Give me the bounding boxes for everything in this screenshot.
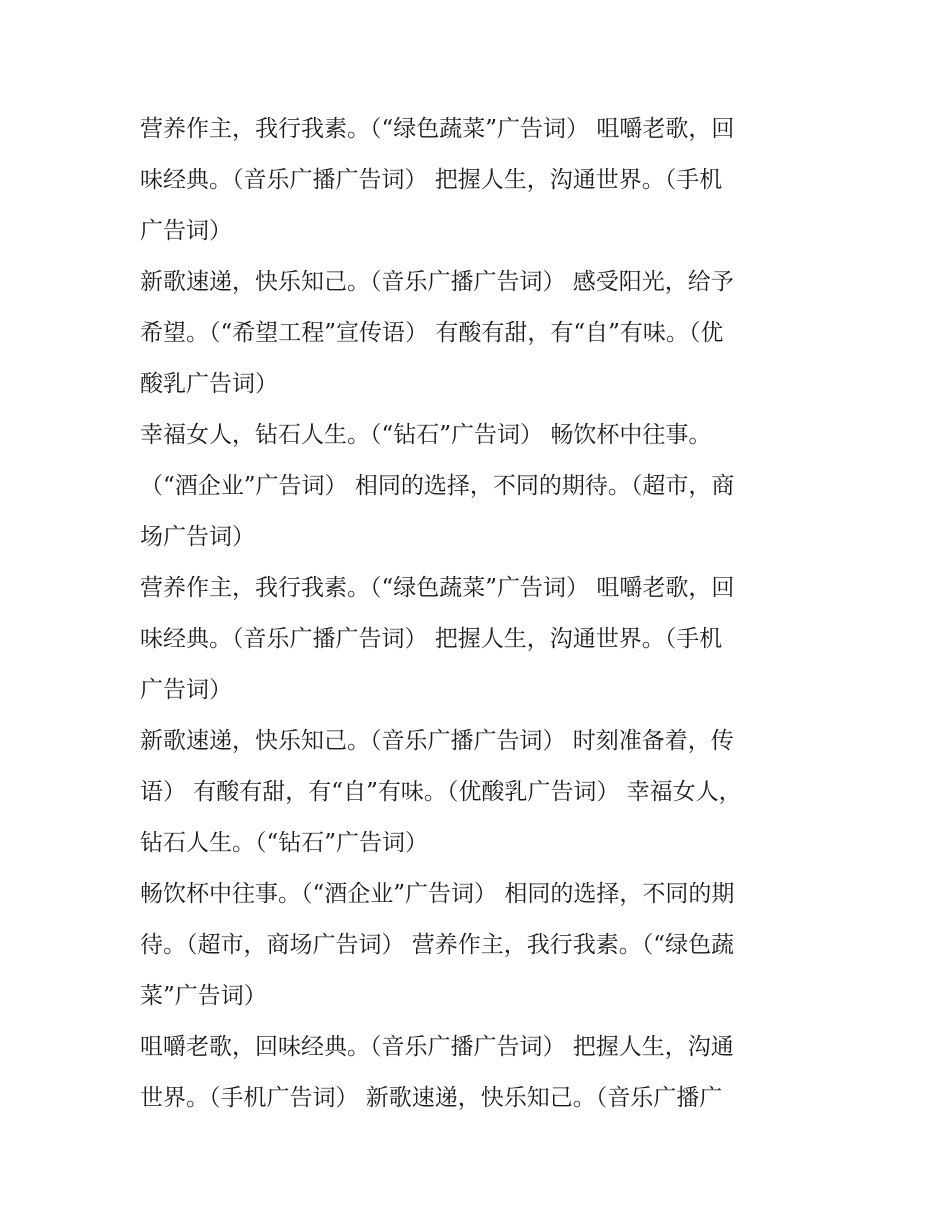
text-line: 营养作主，我行我素。（“绿色蔬菜”广告词） 咀嚼老歌，回: [140, 575, 735, 601]
text-line: 希望。（“希望工程”宣传语） 有酸有甜，有“自”有味。（优: [140, 320, 724, 346]
text-line: 语） 有酸有甜，有“自”有味。（优酸乳广告词） 幸福女人，: [140, 779, 742, 805]
text-line: 钻石人生。（“钻石”广告词）: [140, 830, 429, 856]
text-line: 广告词）: [140, 218, 232, 244]
text-line: 营养作主，我行我素。（“绿色蔬菜”广告词） 咀嚼老歌，回: [140, 116, 735, 142]
document-body: [140, 104, 820, 1124]
text-line: 广告词）: [140, 677, 232, 703]
text-line: 新歌速递，快乐知己。（音乐广播广告词） 感受阳光，给予: [140, 269, 734, 295]
text-line: 味经典。（音乐广播广告词） 把握人生，沟通世界。（手机: [140, 626, 723, 652]
text-line: 新歌速递，快乐知己。（音乐广播广告词） 时刻准备着，传: [140, 728, 734, 754]
text-line: 菜”广告词）: [140, 983, 267, 1009]
text-line: （“酒企业”广告词） 相同的选择，不同的期待。（超市，商: [140, 473, 735, 499]
text-line: 待。（超市，商场广告词） 营养作主，我行我素。（“绿色蔬: [140, 932, 735, 958]
text-line: 世界。（手机广告词） 新歌速递，快乐知己。（音乐广播广: [140, 1085, 723, 1111]
text-line: 咀嚼老歌，回味经典。（音乐广播广告词） 把握人生，沟通: [140, 1034, 734, 1060]
text-line: 酸乳广告词）: [140, 371, 278, 397]
text-line: 场广告词）: [140, 524, 255, 550]
text-line: 畅饮杯中往事。（“酒企业”广告词） 相同的选择，不同的期: [140, 881, 735, 907]
text-line: 幸福女人，钻石人生。（“钻石”广告词） 畅饮杯中往事。: [140, 422, 712, 448]
text-line: 味经典。（音乐广播广告词） 把握人生，沟通世界。（手机: [140, 167, 723, 193]
